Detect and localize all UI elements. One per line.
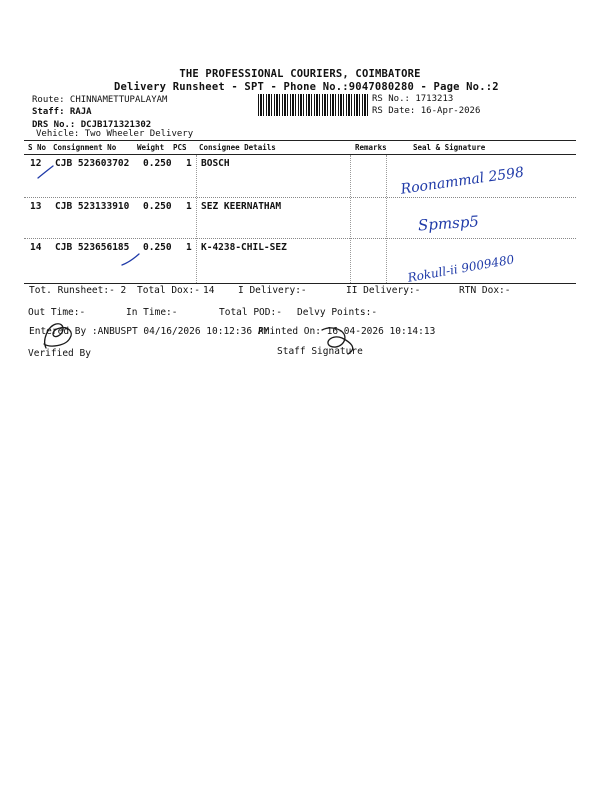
- col-signature: Seal & Signature: [413, 143, 486, 152]
- row-sno: 12: [30, 158, 42, 169]
- check-mark-icon: [120, 252, 142, 268]
- col-pcs: PCS: [173, 143, 187, 152]
- row-consignment: CJB 523133910: [55, 201, 130, 212]
- staff-label: Staff: RAJA: [32, 107, 92, 117]
- delvy-points: Delvy Points:-: [297, 307, 378, 318]
- rs-date: RS Date: 16-Apr-2026: [372, 106, 481, 116]
- row-sno: 13: [30, 201, 42, 212]
- row-consignee: SEZ KEERNATHAM: [201, 201, 282, 212]
- runsheet-title: Delivery Runsheet - SPT - Phone No.:9047080280 - Page No.:2: [114, 81, 499, 93]
- signature-text-3: Rokull-ii 9009480: [406, 252, 516, 285]
- row-weight: 0.250: [143, 201, 172, 212]
- table-top-rule: [24, 140, 576, 141]
- in-time: In Time:-: [126, 307, 178, 318]
- tot-runsheet: Tot. Runsheet:- 2: [29, 285, 127, 296]
- signature-mark-1: [396, 150, 536, 198]
- verified-by: Verified By: [28, 348, 91, 359]
- staff-signature: Staff Signature: [277, 346, 363, 357]
- out-time: Out Time:-: [28, 307, 86, 318]
- signature-mark-2: [414, 204, 504, 238]
- check-mark-icon: [36, 164, 56, 180]
- row-pcs: 1: [186, 158, 192, 169]
- row-consignee: BOSCH: [201, 158, 230, 169]
- table-bottom-rule: [24, 283, 576, 284]
- row-weight: 0.250: [143, 242, 172, 253]
- total-dox-value: 14: [203, 285, 215, 296]
- total-dox-label: Total Dox:-: [137, 285, 200, 296]
- signature-text-2: Spmsp5: [417, 212, 480, 235]
- col-weight: Weight: [137, 143, 165, 152]
- route-label: Route: CHINNAMETTUPALAYAM: [32, 95, 168, 105]
- printed-on: Printed On: 16-04-2026 10:14:13: [258, 326, 436, 337]
- entered-by: Entered By :ANBUSPT 04/16/2026 10:12:36 AM: [29, 326, 270, 337]
- row-consignee: K-4238-CHIL-SEZ: [201, 242, 287, 253]
- row-pcs: 1: [186, 242, 192, 253]
- verified-initials-scribble: [40, 318, 80, 354]
- rtn-dox: RTN Dox:-: [459, 285, 511, 296]
- col-divider: [386, 155, 387, 283]
- barcode: [258, 94, 368, 116]
- col-divider: [196, 155, 197, 283]
- drs-number: DRS No.: DCJB171321302: [32, 120, 152, 130]
- signature-mark-3: [404, 238, 544, 285]
- col-consignee: Consignee Details: [199, 143, 276, 152]
- row-consignment: CJB 523603702: [55, 158, 130, 169]
- signature-text-1: Roonammal 2598: [399, 164, 525, 198]
- i-delivery: I Delivery:-: [238, 285, 307, 296]
- vehicle-label: Vehicle: Two Wheeler Delivery: [36, 129, 194, 139]
- col-consignment: Consignment No: [53, 143, 117, 152]
- row-pcs: 1: [186, 201, 192, 212]
- ii-delivery: II Delivery:-: [346, 285, 421, 296]
- rs-number: RS No.: 1713213: [372, 94, 454, 104]
- company-name: THE PROFESSIONAL COURIERS, COIMBATORE: [179, 68, 421, 80]
- row-consignment: CJB 523656185: [55, 242, 130, 253]
- staff-signature-scribble: [318, 322, 364, 358]
- col-sno: S No: [28, 143, 47, 152]
- col-remarks: Remarks: [355, 143, 387, 152]
- col-divider: [350, 155, 351, 283]
- row-rule: [24, 197, 576, 198]
- total-pod: Total POD:-: [219, 307, 282, 318]
- row-weight: 0.250: [143, 158, 172, 169]
- row-sno: 14: [30, 242, 42, 253]
